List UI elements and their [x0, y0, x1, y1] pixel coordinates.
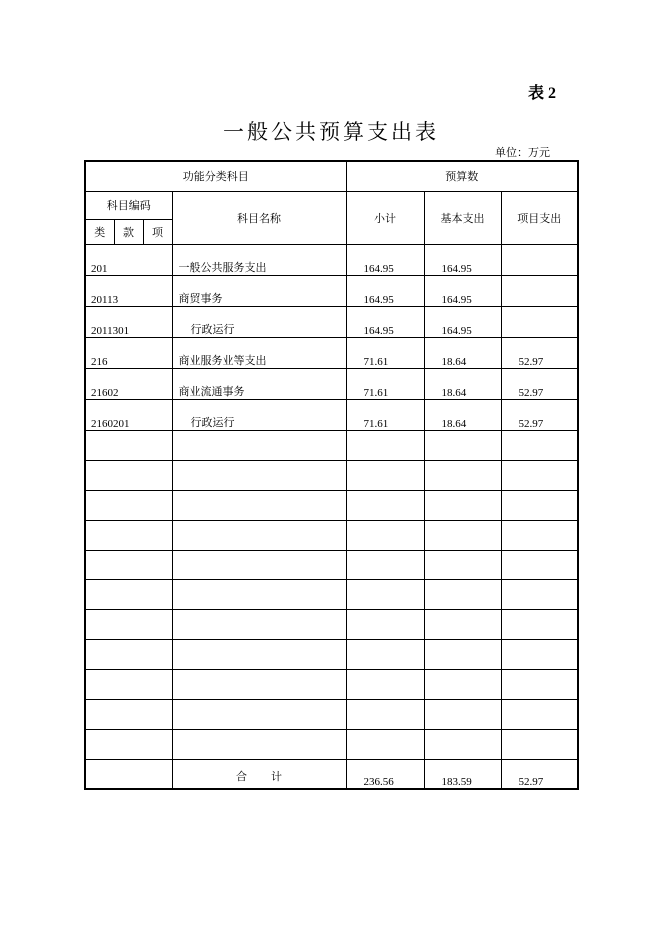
- empty-row: [85, 550, 578, 579]
- row-code: 2160201: [85, 399, 172, 430]
- table-row: [85, 399, 578, 430]
- row-basic: 164.95: [424, 275, 501, 306]
- row-basic: 18.64: [424, 368, 501, 399]
- empty-row: [85, 699, 578, 729]
- total-label-b: 计: [271, 770, 282, 783]
- empty-row: [85, 430, 578, 460]
- row-code: 216: [85, 337, 172, 368]
- row-project: [501, 306, 578, 337]
- table-row: [85, 368, 578, 399]
- row-project: [501, 244, 578, 275]
- row-name: 行政运行: [172, 306, 346, 337]
- total-label-a: 合: [236, 770, 247, 783]
- table-number: 表 2: [527, 85, 556, 102]
- row-name: 一般公共服务支出: [172, 244, 346, 275]
- empty-row: [85, 520, 578, 550]
- subject-code-header: 科目编码: [85, 191, 172, 219]
- row-subtotal: 164.95: [346, 244, 424, 275]
- row-code: 201: [85, 244, 172, 275]
- empty-row: [85, 460, 578, 490]
- row-subtotal: 71.61: [346, 399, 424, 430]
- empty-row: [85, 669, 578, 699]
- row-project: 52.97: [501, 399, 578, 430]
- table-row: [85, 244, 578, 275]
- row-basic: 18.64: [424, 337, 501, 368]
- basic-expenditure-header: 基本支出: [424, 191, 501, 244]
- document-title: 一般公共预算支出表: [223, 120, 439, 144]
- row-name: 商业服务业等支出: [172, 337, 346, 368]
- row-name: 商贸事务: [172, 275, 346, 306]
- project-expenditure-header: 项目支出: [501, 191, 578, 244]
- row-subtotal: 71.61: [346, 337, 424, 368]
- row-subtotal: 71.61: [346, 368, 424, 399]
- xiang-header: 项: [143, 219, 172, 244]
- total-row: [85, 759, 578, 789]
- total-subtotal: 236.56: [346, 759, 424, 789]
- empty-row: [85, 729, 578, 759]
- total-basic: 183.59: [424, 759, 501, 789]
- row-basic: 164.95: [424, 244, 501, 275]
- budget-table: [84, 160, 579, 790]
- empty-row: [85, 579, 578, 609]
- empty-row: [85, 490, 578, 520]
- total-project: 52.97: [501, 759, 578, 789]
- row-project: 52.97: [501, 337, 578, 368]
- header-row-2: [85, 191, 578, 219]
- table-row: [85, 275, 578, 306]
- subtotal-header: 小计: [346, 191, 424, 244]
- row-subtotal: 164.95: [346, 275, 424, 306]
- empty-row: [85, 609, 578, 639]
- row-project: [501, 275, 578, 306]
- row-basic: 164.95: [424, 306, 501, 337]
- row-code: 21602: [85, 368, 172, 399]
- empty-row: [85, 639, 578, 669]
- budget-amount-header: 预算数: [346, 161, 578, 191]
- table-row: [85, 306, 578, 337]
- table-row: [85, 337, 578, 368]
- header-row-1: [85, 161, 578, 191]
- subject-name-header: 科目名称: [172, 191, 346, 244]
- row-basic: 18.64: [424, 399, 501, 430]
- functional-category-header: 功能分类科目: [85, 161, 346, 191]
- row-subtotal: 164.95: [346, 306, 424, 337]
- lei-header: 类: [85, 219, 114, 244]
- total-label: [172, 759, 346, 789]
- row-name: 行政运行: [172, 399, 346, 430]
- row-code: 2011301: [85, 306, 172, 337]
- row-name: 商业流通事务: [172, 368, 346, 399]
- row-project: 52.97: [501, 368, 578, 399]
- unit-label: 单位：万元: [495, 147, 550, 159]
- row-code: 20113: [85, 275, 172, 306]
- kuan-header: 款: [114, 219, 143, 244]
